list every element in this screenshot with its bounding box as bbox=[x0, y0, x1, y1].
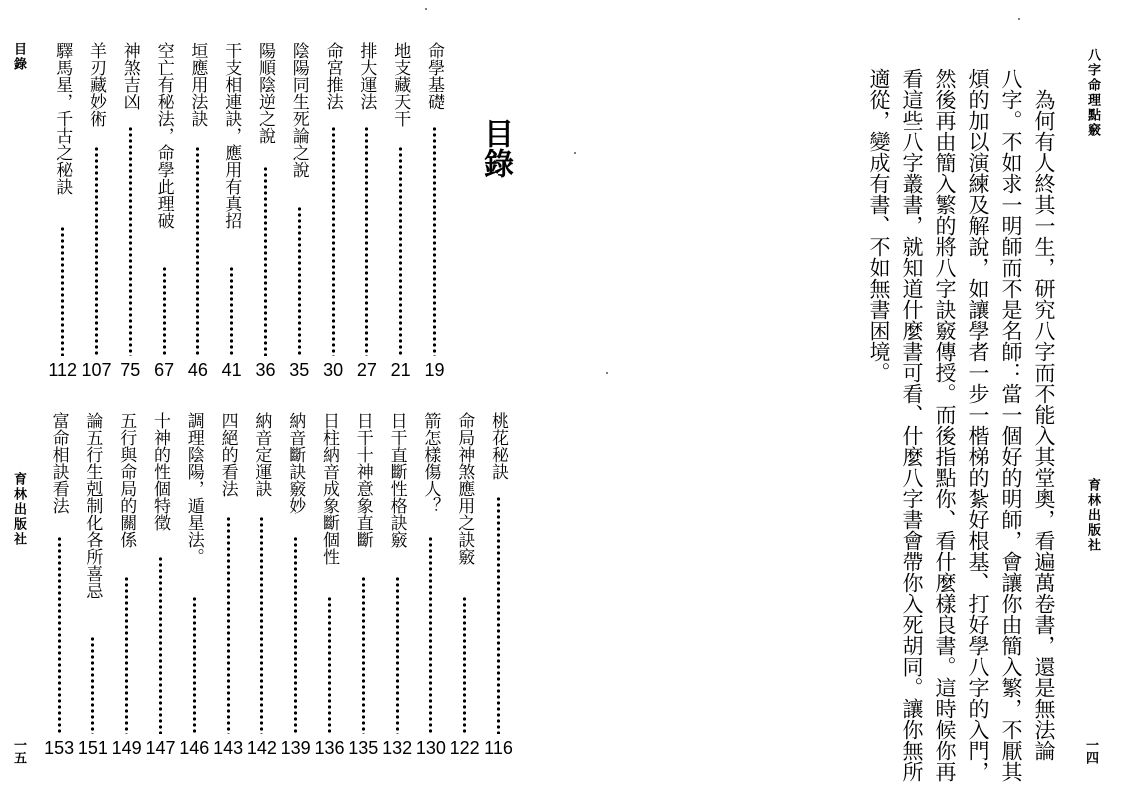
scan-speck bbox=[606, 372, 608, 374]
toc-page-number: 147 bbox=[145, 738, 176, 758]
toc-page-number: 151 bbox=[77, 738, 108, 758]
toc-page-number: 143 bbox=[213, 738, 244, 758]
toc-entry-title: 陽順陰逆之說 bbox=[255, 42, 275, 144]
toc-entry-title: 箭怎樣傷人？ bbox=[420, 412, 441, 514]
toc-page-number: 153 bbox=[44, 738, 75, 758]
toc-leader-dots bbox=[159, 556, 162, 734]
right-running-header: 八字命理點竅 bbox=[1085, 48, 1100, 138]
toc-entry-title: 神煞吉凶 bbox=[119, 42, 140, 110]
toc-page-number: 132 bbox=[382, 738, 413, 758]
toc-entry-title: 空亡有秘法，命學此理破 bbox=[153, 42, 174, 229]
toc-entry-title: 羊刃藏妙術 bbox=[86, 42, 106, 127]
toc-entry-title: 陰陽同生死論之說 bbox=[288, 42, 309, 178]
toc-leader-dots bbox=[91, 636, 94, 734]
toc-leader-dots bbox=[294, 536, 297, 734]
toc-entry-title: 十神的性個特徵 bbox=[150, 412, 170, 531]
body-text-column: 八字。不如求一明師而不是名師：當一個好的明師，會讓你由簡入繁，不厭其 bbox=[999, 68, 1023, 782]
toc-heading: 目錄 bbox=[478, 118, 513, 178]
toc-leader-dots bbox=[463, 596, 466, 734]
toc-leader-dots bbox=[429, 536, 432, 734]
toc-leader-dots bbox=[58, 536, 61, 734]
toc-page-number: 21 bbox=[390, 360, 411, 380]
toc-entry-title: 地支藏天干 bbox=[390, 42, 411, 127]
scan-speck bbox=[1018, 18, 1020, 20]
toc-entry[interactable] bbox=[482, 0, 515, 795]
body-text-column: 為何有人終其一生，研究八字而不能入其堂奧，看遍萬卷書，還是無法論 bbox=[1032, 68, 1056, 761]
toc-entry[interactable] bbox=[313, 0, 346, 795]
toc-leader-dots bbox=[396, 576, 399, 734]
toc-entry-title: 日柱納音成象斷個性 bbox=[319, 412, 339, 565]
toc-entry-title: 富命相訣看法 bbox=[48, 412, 69, 514]
toc-leader-dots bbox=[227, 516, 230, 734]
toc-page-number: 130 bbox=[415, 738, 446, 758]
toc-leader-dots bbox=[193, 596, 196, 734]
toc-entry-title: 驛馬星，千古之秘訣 bbox=[52, 42, 73, 195]
toc-entry[interactable] bbox=[43, 0, 76, 795]
toc-entry-title: 垣應用法訣 bbox=[187, 42, 208, 127]
toc-entry[interactable] bbox=[414, 0, 447, 795]
toc-page-number: 19 bbox=[424, 360, 445, 380]
toc-entry[interactable] bbox=[448, 0, 481, 795]
body-text-column: 適從，變成有書、不如無書困境。 bbox=[867, 68, 891, 383]
toc-page-number: 30 bbox=[323, 360, 344, 380]
toc-page-number: 122 bbox=[449, 738, 480, 758]
toc-page-number: 46 bbox=[187, 360, 208, 380]
toc-entry-title: 桃花秘訣 bbox=[488, 412, 508, 480]
body-text-column: 看這些八字叢書，就知道什麼書可看、什麼八字書會帶你入死胡同。讓你無所 bbox=[900, 68, 924, 782]
scan-speck bbox=[574, 152, 576, 154]
toc-entry-title: 干支相連訣，應用有真招 bbox=[221, 42, 242, 229]
toc-leader-dots bbox=[362, 576, 365, 734]
toc-page-number: 41 bbox=[221, 360, 242, 380]
toc-page-number: 142 bbox=[246, 738, 277, 758]
toc-entry-title: 命學基礎 bbox=[424, 42, 444, 110]
toc-entry-title: 五行與命局的關係 bbox=[116, 412, 137, 548]
toc-entry-title: 日干直斷性格訣竅 bbox=[386, 412, 407, 548]
toc-page-number: 139 bbox=[280, 738, 311, 758]
toc-leader-dots bbox=[260, 516, 263, 734]
right-publisher-label: 育林出版社 bbox=[1085, 478, 1100, 553]
left-page-number: 一五 bbox=[11, 738, 26, 764]
toc-entry[interactable] bbox=[279, 0, 312, 795]
toc-entry-title: 納音斷訣竅妙 bbox=[285, 412, 306, 514]
toc-entry-title: 四絕的看法 bbox=[217, 412, 238, 497]
toc-page-number: 107 bbox=[81, 360, 112, 380]
body-text-column: 然後再由簡入繁的將八字訣竅傳授。而後指點你、看什麼樣良書。這時候你再 bbox=[933, 68, 957, 782]
toc-entry[interactable] bbox=[347, 0, 380, 795]
toc-page-number: 67 bbox=[154, 360, 175, 380]
toc-page-number: 75 bbox=[120, 360, 141, 380]
toc-leader-dots bbox=[497, 496, 500, 734]
toc-page-number: 35 bbox=[289, 360, 310, 380]
toc-page-number: 149 bbox=[111, 738, 142, 758]
left-running-header: 目錄 bbox=[11, 42, 26, 72]
toc-entry[interactable] bbox=[76, 0, 109, 795]
toc-leader-dots bbox=[328, 596, 331, 734]
toc-page-number: 135 bbox=[348, 738, 379, 758]
toc-entry-title: 排大運法 bbox=[356, 42, 377, 110]
toc-entry-title: 命宮推法 bbox=[322, 42, 343, 110]
toc-entry-title: 論五行生剋制化各所喜忌 bbox=[82, 412, 103, 599]
toc-leader-dots bbox=[125, 576, 128, 734]
left-publisher-label: 育林出版社 bbox=[11, 472, 26, 547]
toc-page-number: 27 bbox=[356, 360, 377, 380]
toc-page-number: 36 bbox=[255, 360, 276, 380]
toc-entry-title: 日干十神意象直斷 bbox=[352, 412, 373, 548]
toc-entry-title: 納音定運訣 bbox=[251, 412, 272, 497]
toc-entry[interactable] bbox=[212, 0, 245, 795]
toc-page-number: 116 bbox=[484, 738, 513, 758]
toc-entry[interactable] bbox=[144, 0, 177, 795]
scan-speck bbox=[425, 8, 427, 10]
toc-page-number: 146 bbox=[179, 738, 210, 758]
body-text-column: 煩的加以演練及解說，如讓學者一步一楷梯的紮好根基、打好學八字的入門， bbox=[966, 68, 990, 782]
toc-entry-title: 命局神煞應用之訣竅 bbox=[454, 412, 475, 565]
toc-entry[interactable] bbox=[178, 0, 211, 795]
toc-page-number: 112 bbox=[48, 360, 78, 380]
right-page-number: 一四 bbox=[1083, 738, 1098, 764]
toc-page-number: 136 bbox=[314, 738, 345, 758]
toc-entry[interactable] bbox=[245, 0, 278, 795]
toc-entry[interactable] bbox=[381, 0, 414, 795]
toc-entry[interactable] bbox=[110, 0, 143, 795]
toc-entry-title: 調理陰陽，遁星法。 bbox=[183, 412, 204, 565]
